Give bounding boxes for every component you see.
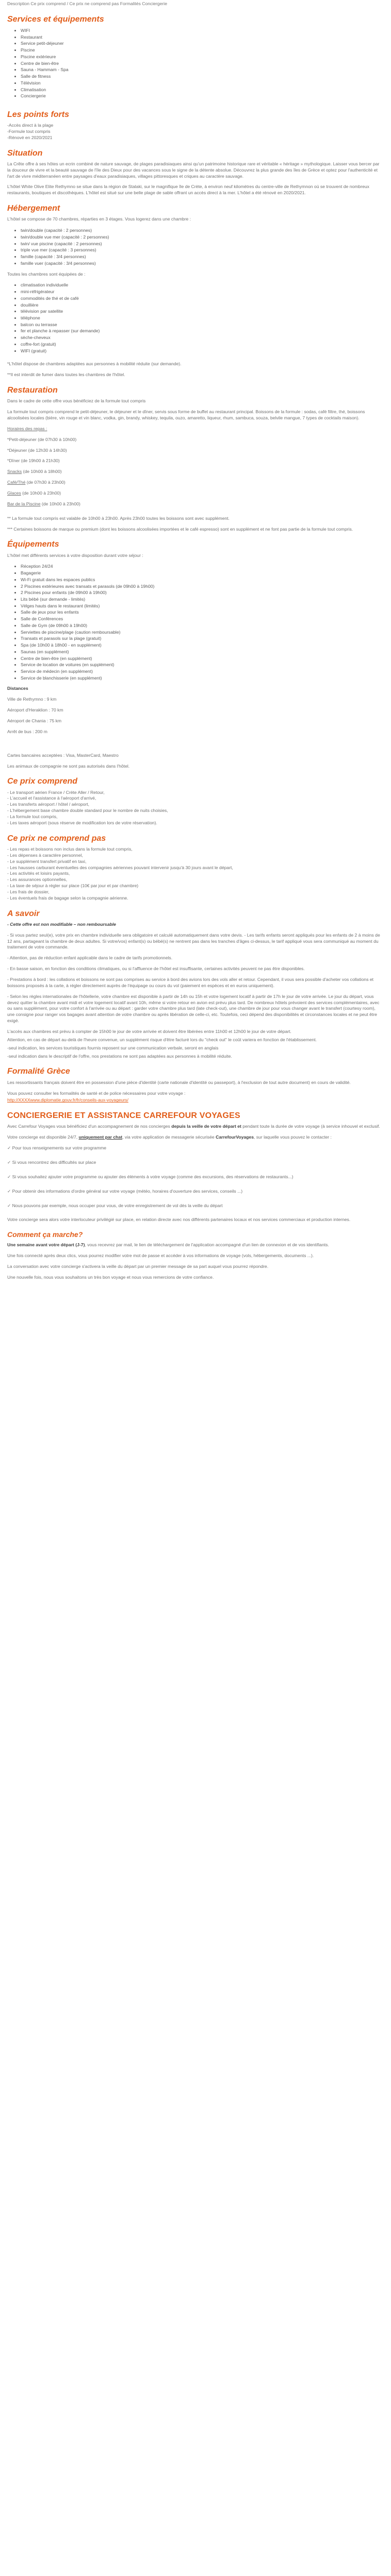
list-item: • Service de blanchisserie (en supplément) (21, 675, 384, 682)
list-item: • Saunas (en supplément) (21, 649, 384, 655)
list-item: - Les assurances optionnelles, (7, 877, 68, 883)
list-item: - Le supplément transfert privatif en taxi, (7, 858, 87, 864)
conciergerie-paragraph: La conversation avec votre concierge s'activera la veille du départ par un premier message de sa part auquel vous pourrez répondre. (7, 1263, 269, 1269)
situation-title: Situation (7, 148, 43, 158)
room-equipment-list (7, 282, 384, 354)
horaire-row (7, 437, 384, 443)
horaire-label: Snacks (7, 469, 22, 474)
list-item: - Les taxes aéroport (sous réserve de modification lors de votre réservation). (7, 820, 157, 825)
distance-item: Arrêt de bus : 200 m (7, 728, 47, 734)
horaire-value: (de 19h00 à 21h30) (21, 458, 60, 464)
services-list (7, 27, 384, 99)
list-item: • Restaurant (21, 34, 384, 41)
distance-item: Aéroport de Chania : 75 km (7, 718, 62, 723)
distance-item: Aéroport d'Heraklion : 70 km (7, 707, 63, 713)
list-item: - Les hausses carburant éventuelles des compagnies aériennes pouvant intervenir jusqu'à 30 jours avant le départ, (7, 865, 233, 870)
a-savoir-paragraph: - Prestations à bord : les collations et boissons ne sont pas comprises au service à bord des avions lors des vols aller et retour. Cependant, il vous sera possible d'acheter vos collations et boissons proposés à la carte, à régler directement auprès de l'équipage ou cours du vol (paiement en espèces et en euros uniquement). (7, 977, 374, 988)
list-item: • Salle de jeux pour les enfants (21, 609, 384, 616)
list-item: - La taxe de séjour à régler sur place (10€ par jour et par chambre) (7, 883, 139, 889)
a-savoir-paragraph: -seul indication dans le descriptif de l'offre, nos prestations ne sont pas adaptées aux personnes à mobilité réduite. (7, 1053, 232, 1059)
conciergerie-item: ✓ Si vous rencontrez des difficultés sur place (7, 1160, 96, 1165)
conciergerie-item: ✓ Si vous souhaitez ajouter votre programme ou ajouter des éléments à votre voyage (comme des excursions, des réservations de restaurants...) (7, 1174, 294, 1179)
list-item: • Réception 24/24 (21, 563, 384, 570)
text: Avec Carrefour Voyages vous bénéficiez d'un accompagnement de nos concierges (7, 1124, 172, 1129)
list-item: • téléphone (21, 315, 384, 321)
hebergement-title: Hébergement (7, 204, 60, 213)
list-item: • 2 Piscines extérieures avec transats et parasols (de 09h00 à 19h00) (21, 583, 384, 590)
text-bold: CarrefourVoyages (216, 1134, 254, 1140)
conciergerie-paragraph: Une nouvelle fois, nous vous souhaitons un très bon voyage et nous vous remercions de votre confiance. (7, 1274, 214, 1280)
list-item: • Spa (de 10h00 à 18h00 - en supplément) (21, 642, 384, 649)
horaire-row (7, 458, 384, 464)
ce-prix-comprend-list (7, 790, 384, 826)
list-item: • 2 Piscines pour enfants (de 09h00 à 19h00) (21, 589, 384, 596)
distance-item: Ville de Rethymno : 9 km (7, 697, 57, 702)
horaire-label: Bar de la Piscine (7, 501, 41, 506)
horaire-row (7, 448, 384, 454)
list-item: • Serviettes de piscine/plage (caution remboursable) (21, 629, 384, 636)
conciergerie-item: ✓ Pour tous renseignements sur votre programme (7, 1145, 107, 1151)
restauration-title: Restauration (7, 386, 58, 395)
list-item: • WIFI (21, 27, 384, 34)
conciergerie-paragraph (7, 1124, 384, 1130)
list-item: • twin/double (capacité : 2 personnes) (21, 227, 384, 234)
list-item: • famille vuer (capacité : 3/4 personnes) (21, 260, 384, 267)
horaire-value: (de 07h30 à 10h00) (38, 436, 77, 442)
formalite-link-row (7, 1097, 384, 1104)
hebergement-note: **Il est interdit de fumer dans toutes les chambres de l'hôtel. (7, 372, 125, 378)
text: pendant toute la durée de votre voyage (à service inhouvel et exclusif. (241, 1124, 380, 1129)
horaire-value: (de 10h00 à 18h00) (23, 469, 62, 474)
list-item: - Les frais de dossier, (7, 889, 50, 894)
horaire-value: (de 07h30 à 23h00) (26, 480, 66, 485)
list-item: - L'hébergement base chambre double standard pour le nombre de nuits choisies, (7, 808, 168, 814)
conciergerie-paragraph (7, 1242, 384, 1248)
horaire-row (7, 480, 384, 486)
a-savoir-paragraph: - En basse saison, en fonction des conditions climatiques, ou si l'affluence de l'hôtel est insuffisante, certaines activités peuvent ne pas être disponibles. (7, 966, 305, 972)
list-item: • twin/ vue piscine (capacité : 2 personnes) (21, 241, 384, 247)
restauration-note: ** La formule tout compris est valable de 10h00 à 23h00. Après 23h00 toutes les boissons sont avec supplément. (7, 515, 230, 521)
list-item: • Vélges hauts dans le restaurant (limités) (21, 603, 384, 609)
list-item: • Salle de Gym (de 09h00 à 19h00) (21, 622, 384, 629)
list-item: • coffre-fort (gratuit) (21, 341, 384, 348)
list-item: • climatisation individuelle (21, 282, 384, 289)
horaire-label: Glaces (7, 490, 21, 496)
list-item: • douillière (21, 302, 384, 309)
list-item: - La formule tout compris, (7, 814, 58, 820)
list-item: - Les activités et loisirs payants, (7, 871, 70, 876)
equipements-intro: L'hôtel met différents services à votre disposition durant votre séjour : (7, 552, 143, 558)
formalite-title: Formalité Grèce (7, 1067, 70, 1076)
list-item: • Conciergerie (21, 93, 384, 99)
list-item: - Le transport aérien France / Crète Aller / Retour, (7, 789, 105, 795)
ce-prix-comprend-title: Ce prix comprend (7, 777, 78, 786)
horaire-row (7, 469, 384, 475)
list-item: - Les repas et boissons non inclus dans la formule tout compris, (7, 846, 133, 852)
text: Votre concierge est disponible 24/7, (7, 1134, 79, 1140)
restauration-paragraph: Dans le cadre de cette offre vous bénéficiez de la formule tout compris (7, 398, 146, 404)
list-item: • Wi-Fi gratuit dans les espaces publics (21, 577, 384, 583)
list-item: • Piscine extérieure (21, 54, 384, 60)
a-savoir-paragraph: -seul indication, les services touristiques fournis reposent sur une communication verbale, seront en anglais (7, 1045, 219, 1050)
conciergerie-paragraph: ✓ Nous pouvons par exemple, nous occuper pour vous, de votre enregistrement de vol dès la veille du départ (7, 1202, 223, 1208)
formalite-link[interactable]: http://XXXXwww.diplomatie.gouv.fr/fr/conseils-aux-voyageurs/ (7, 1097, 128, 1103)
a-savoir-paragraph: - Si vous partez seul(e), votre prix en chambre individuelle sera obligatoire et calculé automatiquement dans votre devis. - Les tarifs enfants seront appliqués pour les enfants de 2 à moins de 12 ans, partageant la chambre de deux adultes. Si votre/vos) enfant(s) ou bébé(s) ne rentrent pas dans les tranches d'âges ci-dessus, le tarif appliqué vous sera communiqué au moment du traitement de votre commande. (7, 932, 380, 950)
list-item: - L'accueil et l'assistance à l'aéroport d'arrivé, (7, 795, 96, 801)
text: , sur laquelle vous pouvez le contacter : (253, 1134, 332, 1140)
list-item: • Lits bébé (sur demande - limités) (21, 596, 384, 603)
a-savoir-paragraph: L'accès aux chambres est prévu à compter de 15h00 le jour de votre arrivée et doivent être libérées entre 11h00 et 12h00 le jour de votre départ. (7, 1029, 291, 1035)
text-bold: depuis la veille de votre départ et (171, 1124, 241, 1129)
formalite-paragraph: Vous pouvez consulter les formalités de santé et de police nécessaires pour votre voyage : (7, 1090, 186, 1096)
conciergerie-paragraph: Une fois connecté après deux clics, vous pourrez modifier votre mot de passe et accéder à vos informations de voyage (vols, hébergements, documents ...). (7, 1252, 314, 1258)
list-item: • twin/double vue mer (capacité : 2 personnes) (21, 234, 384, 241)
horaire-label: Café/Thé (7, 480, 26, 485)
cards-accepted: Cartes bancaires acceptées : Visa, MasterCard, Maestro (7, 752, 119, 758)
points-forts-title: Les points forts (7, 110, 70, 119)
breadcrumb: Description Ce prix comprend / Ce prix ne comprend pas Formalités Conciergerie (7, 1, 167, 6)
text: , via votre application de messagerie sécurisée (122, 1134, 216, 1140)
horaires-label: Horaires des repas : (7, 426, 47, 431)
list-item: - Les transferts aéroport / hôtel / aéroport, (7, 802, 90, 807)
list-item: • Bagagerie (21, 570, 384, 577)
equipment-intro: Toutes les chambres sont équipées de : (7, 271, 86, 277)
list-item: • Climatisation (21, 87, 384, 93)
list-item: • télévision par satellite (21, 308, 384, 315)
points-forts-list (7, 123, 384, 141)
list-item: -Rénové en 2020/2021 (7, 134, 53, 140)
equipements-list (7, 563, 384, 681)
a-savoir-paragraph: - Selon les règles internationales de l'hôtellerie, votre chambre est disponible à partir de 14h ou 15h et votre logement locatif à partir de 17h le jour de votre arrivée. Le jour du départ, vous devez quitter la chambre avant midi et votre logement locatif avant 10h, même si votre retour en avion est prévu plus tard. De nombreux hôtels prévoient des services complémentaires, avec ou sans supplément, pour votre confort à l'arrivée ou au départ : garder votre chambre plus tard (late check-out), une chambre de jour pour vous changer avant le transfert (courtesy room), une consigne pour ranger vos bagages avant attention de votre chambre ou après libération de celle-ci, etc. Toutefois, ceci dépend des disponibilités et circonstances locales et ne peut être exigé. (7, 993, 380, 1024)
list-item: • Service de location de voitures (en supplément) (21, 662, 384, 668)
hebergement-note: *L'hôtel dispose de chambres adaptées aux personnes à mobilité réduite (sur demande). (7, 361, 182, 367)
list-item: • balcon ou terrasse (21, 321, 384, 328)
horaire-row (7, 490, 384, 497)
ne-comprend-pas-list (7, 846, 384, 902)
text: , vous recevrez par mail, le lien de téléchargement de l'application accompagné d'un lien de connexion et de vos identifiants. (85, 1242, 329, 1248)
conciergerie-item: ✓ Pour obtenir des informations d'ordre général sur votre voyage (météo, horaires d'ouverture des services, conseils ...) (7, 1188, 243, 1194)
list-item: • Sauna - Hammam - Spa (21, 66, 384, 73)
text-bold: Une semaine avant votre départ (J-7) (7, 1242, 85, 1248)
ne-comprend-pas-title: Ce prix ne comprend pas (7, 834, 106, 843)
horaire-value: (de 10h00 à 23h00) (41, 501, 80, 506)
pets-policy: Les animaux de compagnie ne sont pas autorisés dans l'hôtel. (7, 763, 130, 769)
list-item: • Salle de Conférences (21, 616, 384, 622)
list-item: • mini-réfrigérateur (21, 289, 384, 295)
list-item: -Formule tout compris (7, 129, 51, 134)
horaire-row (7, 501, 384, 507)
list-item: • Service petit-déjeuner (21, 40, 384, 47)
distances-title: Distances (7, 686, 28, 691)
horaire-label: *Déjeuner (7, 447, 27, 453)
restauration-note: *** Certaines boissons de marque ou premium (dont les boissons alcoolisées importées et le café espresso) sont en supplément et ne font pas partie de la formule tout compris. (7, 526, 353, 532)
a-savoir-paragraph: Attention, en cas de départ au-delà de l'heure convenue, un supplément risque d'être facturé lors du "check out" le coût variera en fonction de l'établissement. (7, 1037, 317, 1042)
conciergerie-paragraph: Votre concierge sera alors votre interlocuteur privilégié sur place, en relation directe avec nos différents partenaires locaux et nos services commerciaux et production internes. (7, 1217, 351, 1223)
list-item: • fer et planche à repasser (sur demande) (21, 328, 384, 334)
list-item: • Piscine (21, 47, 384, 54)
list-item: • WIFI (gratuit) (21, 348, 384, 354)
conciergerie-title: CONCIERGERIE ET ASSISTANCE CARREFOUR VOYAGES (7, 1111, 240, 1121)
list-item: • Centre de bien-être (en supplément) (21, 655, 384, 662)
horaire-label: *Dîner (7, 458, 20, 464)
list-item: • sèche-cheveux (21, 334, 384, 341)
list-item: - Les dépenses à caractère personnel, (7, 852, 83, 858)
comment-ca-marche-title: Comment ça marche? (7, 1230, 83, 1239)
list-item: • triple vue mer (capacité : 3 personnes) (21, 247, 384, 253)
conciergerie-paragraph (7, 1134, 384, 1141)
formalite-paragraph: Les ressortissants français doivent être en possession d'une pièce d'identité (carte nationale d'identité ou passeport), à l'exclusion de tout autre document) en cours de validité. (7, 1079, 351, 1085)
horaire-value: (de 10h00 à 23h00) (22, 490, 61, 496)
a-savoir-title: A savoir (7, 909, 40, 918)
a-savoir-subtitle: - Cette offre est non modifiable – non remboursable (7, 921, 116, 927)
list-item: • Télévision (21, 80, 384, 87)
restauration-paragraph: La formule tout compris comprend le petit-déjeuner, le déjeuner et le dîner, servis sous forme de buffet au restaurant principal. Boissons de la formule : sodas, café filtre, thé, boissons alcoolisées locales (bière, vin rouge et vin blanc, vodka, gin, brandy, whiskey, tequila, ouzo, amaretto, liqueur, rhum, sambuca, souza, belvile mangue, 7 types de cocktails maison). (7, 409, 365, 420)
list-item: • Transats et parasols sur la plage (gratuit) (21, 635, 384, 642)
list-item: • famille (capacité : 3/4 personnes) (21, 253, 384, 260)
a-savoir-paragraph: - Attention, pas de réduction enfant applicable dans le cadre de tarifs promotionnels. (7, 955, 173, 961)
situation-paragraph: La Crête offre à ses hôtes un ecrin combiné de nature sauvage, de plages paradisiaques ainsi qu'un patrimoine historique rare et véritable « héritage » mythologique. Laisser vous bercer par la douceur de vivre et la beauté sauvage de l'île des Dieux pour des vacances sous le signe de la détente absolue. Découvrez la plus grande des îles de Grèce et optez pour l'authenticité et l'art de vivre méditerranéen entre paysages d'eaux paradisiaques, villages pittoresques et criques au caractère sauvage. (7, 161, 380, 179)
list-item: • Centre de bien-être (21, 60, 384, 67)
hebergement-intro: L'hôtel se compose de 70 chambres, réparties en 3 étages. Vous logerez dans une chambre : (7, 216, 191, 222)
situation-paragraph: L'hôtel White Olive Elite Rethymno se situe dans la région de Stalaki, sur le magnifique île de Crète, à environ neuf kilomètres du centre-ville de Rethymnon où se trouvent de nombreux restaurants, boutiques et discothèques. L'hôtel est situé sur une belle plage de sable offrant un accès direct à la mer. L'hôtel a été rénové en 2020/2021. (7, 184, 369, 196)
rooms-list (7, 227, 384, 266)
list-item: • Salle de fitness (21, 73, 384, 80)
text-bold: uniquement par chat (78, 1134, 123, 1140)
list-item: • commodités de thé et de café (21, 295, 384, 302)
horaire-label: *Petit-déjeuner (7, 436, 37, 442)
list-item: - Les éventuels frais de bagage selon la compagnie aérienne. (7, 895, 128, 901)
services-title: Services et équipements (7, 14, 104, 24)
list-item: • Service de médecin (en supplément) (21, 668, 384, 675)
horaire-value: (de 12h30 à 14h30) (28, 447, 67, 453)
equipements-title: Équipements (7, 540, 59, 549)
page (0, 0, 391, 1281)
list-item: -Accès direct à la plage (7, 123, 54, 128)
